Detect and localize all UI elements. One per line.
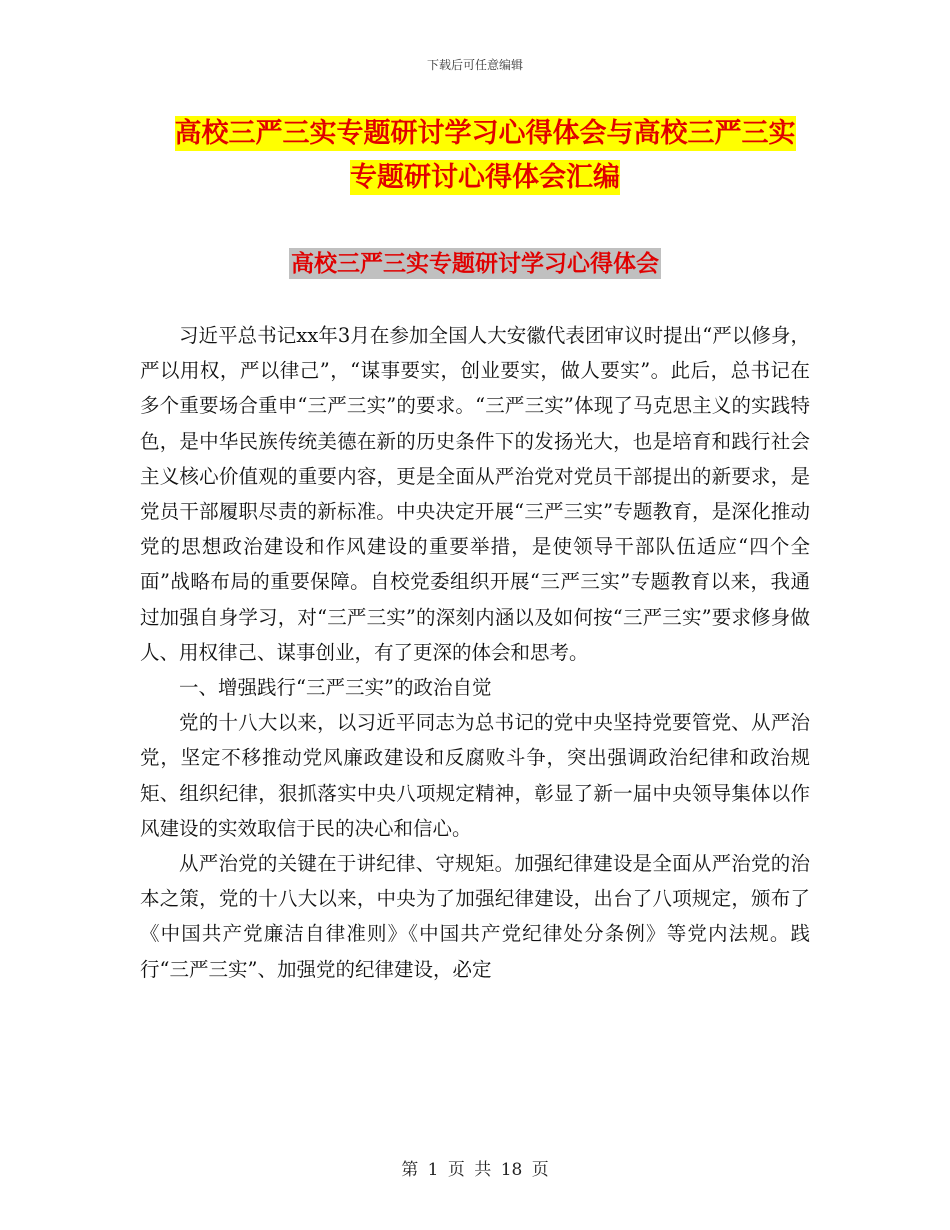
paragraph-2: 党的十八大以来，以习近平同志为总书记的党中央坚持党要管党、从严治党，坚定不移推动党风廉政建设和反腐败斗争，突出强调政治纪律和政治规矩、组织纪律，狠抓落实中央八项规定精神，彰显了新一届中央领导集体以作风建设的实效取信于民的决心和信心。 <box>140 711 810 840</box>
section-heading-1: 一、增强践行“三严三实”的政治自觉 <box>179 676 492 700</box>
section-title <box>0 245 950 278</box>
title-line-1-text: 高校三严三实专题研讨学习心得体会与高校三严三实 <box>174 118 796 149</box>
page-header: 下载后可任意编辑 <box>426 58 523 72</box>
title-line-1 <box>140 112 830 156</box>
title-line-2 <box>140 156 830 200</box>
body-text <box>140 318 810 987</box>
document-title <box>140 112 830 200</box>
paragraph-3: 从严治党的关键在于讲纪律、守规矩。加强纪律建设是全面从严治党的治本之策，党的十八大以来，中央为了加强纪律建设，出台了八项规定，颁布了《中国共产党廉洁自律准则》《中国共产党纪律处分条例》等党内法规。践行“三严三实”、加强党的纪律建设，必定 <box>140 852 810 981</box>
section-title-text: 高校三严三实专题研讨学习心得体会 <box>291 250 659 277</box>
page-footer: 第 1 页 共 18 页 <box>401 1160 549 1180</box>
paragraph-intro: 习近平总书记xx年3月在参加全国人大安徽代表团审议时提出“严以修身，严以用权，严以律己”，“谋事要实，创业要实，做人要实”。此后，总书记在多个重要场合重申“三严三实”的要求。“三严三实”体现了马克思主义的实践特色，是中华民族传统美德在新的历史条件下的发扬光大，也是培育和践行社会主义核心价值观的重要内容，更是全面从严治党对党员干部提出的新要求，是党员干部履职尽责的新标准。中央决定开展“三严三实”专题教育，是深化推动党的思想政治建设和作风建设的重要举措，是使领导干部队伍适应“四个全面”战略布局的重要保障。自校党委组织开展“三严三实”专题教育以来，我通过加强自身学习，对“三严三实”的深刻内涵以及如何按“三严三实”要求修身做人、用权律己、谋事创业，有了更深的体会和思考。 <box>140 324 810 664</box>
title-line-2-text: 专题研讨心得体会汇编 <box>350 162 620 193</box>
